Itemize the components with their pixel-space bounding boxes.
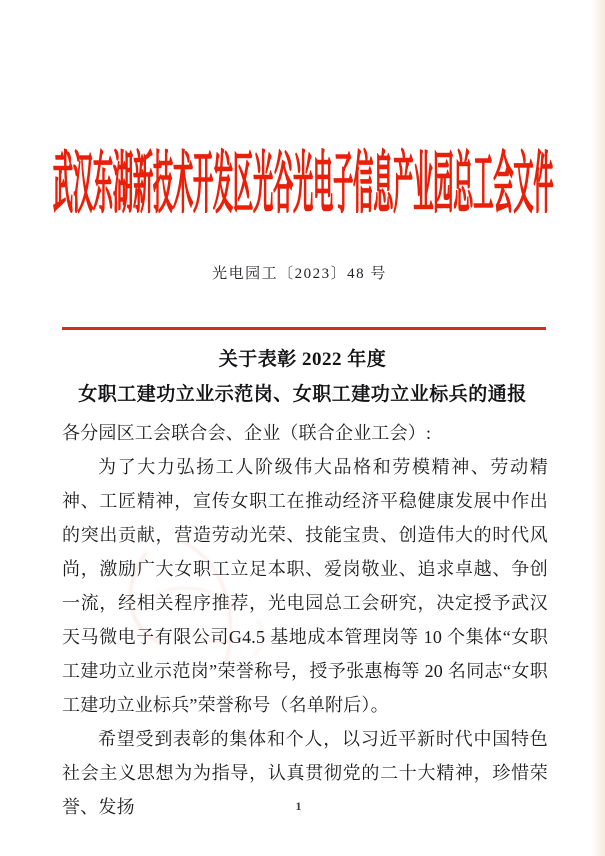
- red-divider-rule: [62, 327, 546, 330]
- body-paragraph-2: 希望受到表彰的集体和个人，以习近平新时代中国特色社会主义思想为为指导，认真贯彻党的二十大精神，珍惜荣誉、发扬: [62, 729, 548, 817]
- page-number: 1: [295, 799, 302, 813]
- document-body: [62, 416, 548, 824]
- subject-line-1: 关于表彰 2022 年度: [218, 349, 387, 370]
- subject-line-2: 女职工建功立业示范岗、女职工建功立业标兵的通报: [78, 384, 527, 405]
- salutation: 各分园区工会联合会、企业（联合企业工会）:: [62, 423, 432, 443]
- document-number: 光电园工〔2023〕48 号: [212, 266, 387, 282]
- document-subject: [30, 342, 575, 412]
- letterhead-title: 武汉东湖新技术开发区光谷光电子信息产业园总工会文件: [52, 146, 553, 223]
- body-paragraph-1: 为了大力弘扬工人阶级伟大品格和劳模精神、劳动精神、工匠精神，宣传女职工在推动经济平稳健康发展中作出的突出贡献，营造劳动光荣、技能宝贵、创造伟大的时代风尚，激励广大女职工立足本职、爱岗敬业、追求卓越、争创一流，经相关程序推荐，光电园总工会研究，决定授予武汉天马微电子有限公司G4.5 基地成本管理岗等 10 个集体“女职工建功立业示范岗”荣誉称号，授予张惠梅等 20 名同志“女职工建功立业标兵”荣誉称号（名单附后）。: [62, 457, 548, 715]
